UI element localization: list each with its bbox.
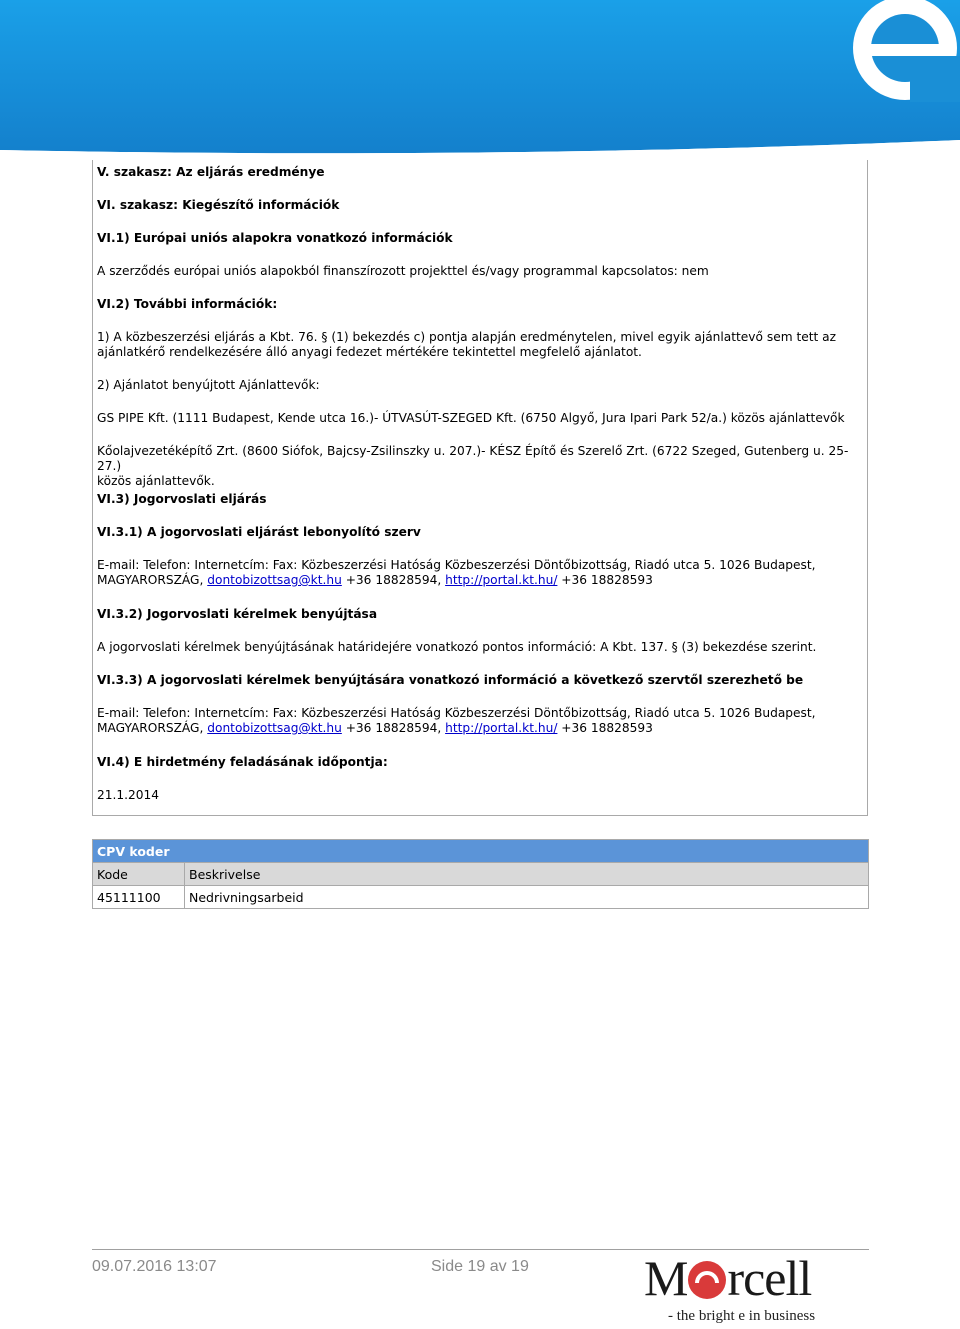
section-vi4-date: 21.1.2014 (97, 788, 160, 802)
cpv-title-row (93, 840, 869, 863)
section-vi33-title: VI.3.3) A jogorvoslati kérelmek benyújtására vonatkozó információ a következő szervtől szerezhető be (97, 673, 804, 687)
vi2-paragraph-2: 2) Ajánlatot benyújtott Ajánlattevők: (97, 378, 320, 392)
contact-country: MAGYARORSZÁG, (97, 721, 204, 735)
contact-line1: E-mail: Telefon: Internetcím: Fax: Közbeszerzési Hatóság Közbeszerzési Döntőbizottság, Riadó utca 5. 1026 Budapest, (97, 706, 816, 720)
cpv-col-desc: Beskrivelse (185, 863, 869, 886)
cpv-title: CPV koder (93, 840, 869, 863)
section-vi31-title: VI.3.1) A jogorvoslati eljárást lebonyolító szerv (97, 525, 421, 539)
vi2-p4-line1: Kőolajvezetéképítő Zrt. (8600 Siófok, Bajcsy-Zsilinszky u. 207.)- KÉSZ Építő és Szerelő Zrt. (6722 Szeged, Gutenberg u. 25-27.) (97, 444, 849, 473)
contact-fax: +36 18828593 (561, 721, 653, 735)
logo-tagline: - the bright e in business (668, 1308, 816, 1324)
section-v-title: V. szakasz: Az eljárás eredménye (97, 165, 325, 179)
section-vi32-text: A jogorvoslati kérelmek benyújtásának határidejére vonatkozó pontos információ: A Kbt. 137. § (3) bekezdése szerint. (97, 640, 817, 654)
vi2-p1-line1: 1) A közbeszerzési eljárás a Kbt. 76. § (1) bekezdés c) pontja alapján eredménytelen, mivel egyik ajánlattevő sem tett az (97, 330, 837, 344)
section-vi1-title: VI.1) Európai uniós alapokra vonatkozó információk (97, 231, 453, 245)
footer-timestamp: 09.07.2016 13:07 (92, 1258, 217, 1275)
vi2-paragraph-1 (97, 330, 857, 360)
section-vi-title: VI. szakasz: Kiegészítő információk (97, 198, 340, 212)
section-vi4-title: VI.4) E hirdetmény feladásának időpontja: (97, 755, 388, 769)
cpv-table (92, 839, 869, 909)
contact-email-link[interactable]: dontobizottsag@kt.hu (207, 721, 342, 735)
contact-phone: +36 18828594, (345, 573, 442, 587)
cpv-desc-cell: Nedrivningsarbeid (185, 886, 869, 909)
logo-text-m: M (644, 1250, 688, 1306)
table-row (93, 886, 869, 909)
vi31-contact (97, 558, 857, 588)
contact-fax: +36 18828593 (561, 573, 653, 587)
contact-country: MAGYARORSZÁG, (97, 573, 204, 587)
section-vi32-title: VI.3.2) Jogorvoslati kérelmek benyújtása (97, 607, 378, 621)
contact-email-link[interactable]: dontobizottsag@kt.hu (207, 573, 342, 587)
contact-line1: E-mail: Telefon: Internetcím: Fax: Közbeszerzési Hatóság Közbeszerzési Döntőbizottság, Riadó utca 5. 1026 Budapest, (97, 558, 816, 572)
vi33-contact (97, 706, 857, 736)
logo-e-icon (688, 1261, 726, 1299)
header-banner (0, 0, 960, 162)
section-vi1-text: A szerződés európai uniós alapokból finanszírozott projekttel és/vagy programmal kapcsolatos: nem (97, 264, 709, 278)
vi2-p4-line2: közös ajánlattevők. (97, 474, 215, 488)
section-content (92, 160, 868, 816)
marcell-logo (644, 1252, 811, 1304)
footer-page-number: Side 19 av 19 (431, 1258, 529, 1275)
vi2-paragraph-3: GS PIPE Kft. (1111 Budapest, Kende utca 16.)- ÚTVASÚT-SZEGED Kft. (6750 Algyő, Jura Ipari Park 52/a.) közös ajánlattevők (97, 411, 845, 425)
cpv-col-code: Kode (93, 863, 185, 886)
contact-url-link[interactable]: http://portal.kt.hu/ (445, 721, 558, 735)
logo-text-rest: rcell (727, 1250, 812, 1306)
vi2-paragraph-4 (97, 444, 857, 489)
section-vi3-title: VI.3) Jogorvoslati eljárás (97, 492, 267, 506)
contact-url-link[interactable]: http://portal.kt.hu/ (445, 573, 558, 587)
cpv-code-cell: 45111100 (93, 886, 185, 909)
cpv-header-row (93, 863, 869, 886)
vi2-p1-line2: ajánlatkérő rendelkezésére álló anyagi fedezet mértékére tekintettel megfelelő ajánlatot. (97, 345, 642, 359)
contact-phone: +36 18828594, (345, 721, 442, 735)
section-vi2-title: VI.2) További információk: (97, 297, 278, 311)
